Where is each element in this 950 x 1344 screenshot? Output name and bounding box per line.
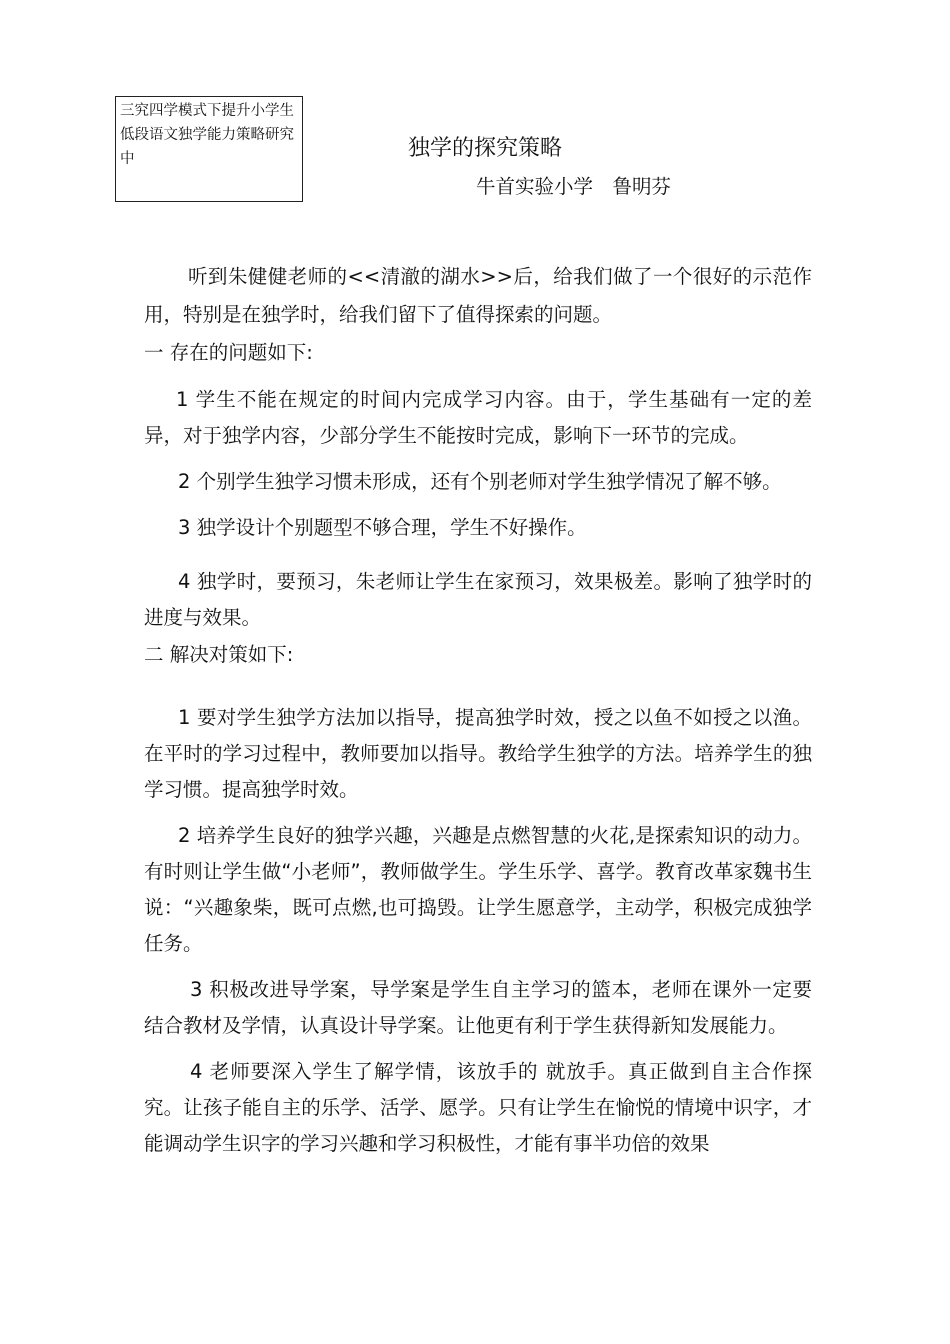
research-topic-box xyxy=(115,96,303,202)
solution-item-2: 2 培养学生良好的独学兴趣，兴趣是点燃智慧的火花,是探索知识的动力。有时则让学生做“小老师”，教师做学生。学生乐学、喜学。教育改革家魏书生说：“兴趣象柴，既可点燃,也可捣毁。让学生愿意学，主动学，积极完成独学任务。 xyxy=(144,824,812,955)
document-author: 牛首实验小学 鲁明芬 xyxy=(476,175,672,198)
solution-item-1: 1 要对学生独学方法加以指导，提高独学时效，授之以鱼不如授之以渔。在平时的学习过程中，教师要加以指导。教给学生独学的方法。培养学生的独学习惯。提高独学时效。 xyxy=(144,706,812,801)
section-heading-problems: 一 存在的问题如下: xyxy=(144,341,313,364)
problem-item-4: 4 独学时，要预习，朱老师让学生在家预习，效果极差。影响了独学时的进度与效果。 xyxy=(144,570,812,629)
problem-item-3: 3 独学设计个别题型不够合理，学生不好操作。 xyxy=(178,516,587,539)
solution-item-3: 3 积极改进导学案，导学案是学生自主学习的篮本，老师在课外一定要结合教材及学情，认真设计导学案。让他更有利于学生获得新知发展能力。 xyxy=(144,978,812,1037)
problem-item-1: 1 学生不能在规定的时间内完成学习内容。由于，学生基础有一定的差异，对于独学内容，少部分学生不能按时完成，影响下一环节的完成。 xyxy=(144,388,812,447)
solution-item-4: 4 老师要深入学生了解学情，该放手的 就放手。真正做到自主合作探究。让孩子能自主的乐学、活学、愿学。只有让学生在愉悦的情境中识字，才能调动学生识字的学习兴趣和学习积极性，才能有事半功倍的效果 xyxy=(144,1060,812,1155)
document-body xyxy=(144,258,812,1162)
research-topic-text: 三究四学模式下提升小学生低段语文独学能力策略研究中 xyxy=(120,103,294,167)
section-heading-solutions: 二 解决对策如下: xyxy=(144,643,294,666)
intro-paragraph: 听到朱健健老师的<<清澈的湖水>>后，给我们做了一个很好的示范作用，特别是在独学时，给我们留下了值得探索的问题。 xyxy=(144,265,812,326)
document-title: 独学的探究策略 xyxy=(408,136,563,161)
problem-item-2: 2 个别学生独学习惯未形成，还有个别老师对学生独学情况了解不够。 xyxy=(178,470,782,493)
